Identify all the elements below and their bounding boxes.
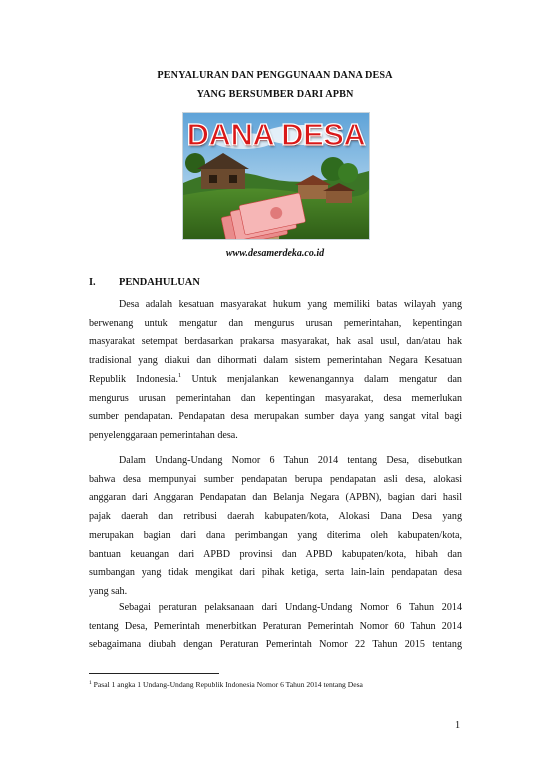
text-line: Desa adalah kesatuan masyarakat hukum yang memiliki batas wilayah yang: [119, 299, 462, 310]
paragraph-1: [89, 296, 462, 446]
footnote-reference[interactable]: 1: [178, 371, 182, 379]
text-line: masyarakat setempat berdasarkan prakarsa masyarakat, hak asal usul, dan/atau hak: [89, 336, 462, 348]
text-line: Dalam Undang-Undang Nomor 6 Tahun 2014 tentang Desa, disebutkan: [119, 455, 462, 466]
footnote: [89, 680, 363, 689]
section-number: I.: [89, 277, 96, 288]
banner-title: DANA DESA: [186, 117, 366, 152]
text-line: sumbangan yang tidak mengikat dari pihak ketiga, serta lain-lain pendapatan desa: [89, 567, 462, 579]
footnote-text: Pasal 1 angka 1 Undang-Undang Republik Indonesia Nomor 6 Tahun 2014 tentang Desa: [91, 680, 363, 689]
footnote-number: 1: [89, 680, 92, 686]
text-line: tentang Desa, Pemerintah menerbitkan Peraturan Pemerintah Nomor 60 Tahun 2014: [89, 620, 462, 632]
document-title-line1: PENYALURAN DAN PENGGUNAAN DANA DESA: [157, 70, 393, 81]
page-number: 1: [455, 720, 461, 731]
image-source-caption: www.desamerdeka.co.id: [225, 248, 325, 259]
text-line: tradisional yang diakui dan dihormati dalam sistem pemerintahan Negara Kesatuan: [89, 355, 462, 367]
section-title: PENDAHULUAN: [119, 277, 200, 288]
text-line: pajak daerah dan retribusi daerah kabupaten/kota, Alokasi Dana Desa yang: [89, 511, 462, 523]
text-line: sumber pendapatan. Pendapatan desa merupakan sumber daya yang sangat vital bagi: [89, 411, 462, 423]
footnote-divider: [89, 673, 219, 674]
paragraph-2: [89, 452, 462, 602]
text-segment: Republik Indonesia.: [89, 373, 179, 385]
text-line: penyelenggaraan pemerintahan desa.: [89, 429, 238, 441]
text-line: Sebagai peraturan pelaksanaan dari Undang-Undang Nomor 6 Tahun 2014: [119, 602, 462, 613]
dana-desa-banner-image: [182, 112, 370, 240]
text-line: bahwa desa mempunyai sumber pendapatan berupa pendapatan asli desa, alokasi: [89, 473, 462, 485]
text-line: anggaran dari Anggaran Pendapatan dan Belanja Negara (APBN), bagian dari hasil: [89, 492, 462, 504]
document-title-line2: YANG BERSUMBER DARI APBN: [196, 89, 354, 100]
text-segment: Untuk menjalankan kewenangannya dalam mengatur dan: [181, 373, 462, 385]
paragraph-3: [89, 599, 462, 655]
text-line: mengurus urusan pemerintahan dan kepentingan masyarakat, desa memerlukan: [89, 392, 462, 404]
text-line: bantuan keuangan dari APBD provinsi dan APBD kabupaten/kota, hibah dan: [89, 548, 462, 560]
text-line: sebagaimana diubah dengan Peraturan Pemerintah Nomor 22 Tahun 2015 tentang: [89, 639, 462, 651]
text-line: [89, 371, 462, 390]
text-line: berwenang untuk mengatur dan mengurus urusan pemerintahan, kepentingan: [89, 317, 462, 329]
text-line: merupakan bagian dari dana perimbangan yang diterima oleh kabupaten/kota,: [89, 529, 462, 541]
text-line: yang sah.: [89, 585, 128, 597]
